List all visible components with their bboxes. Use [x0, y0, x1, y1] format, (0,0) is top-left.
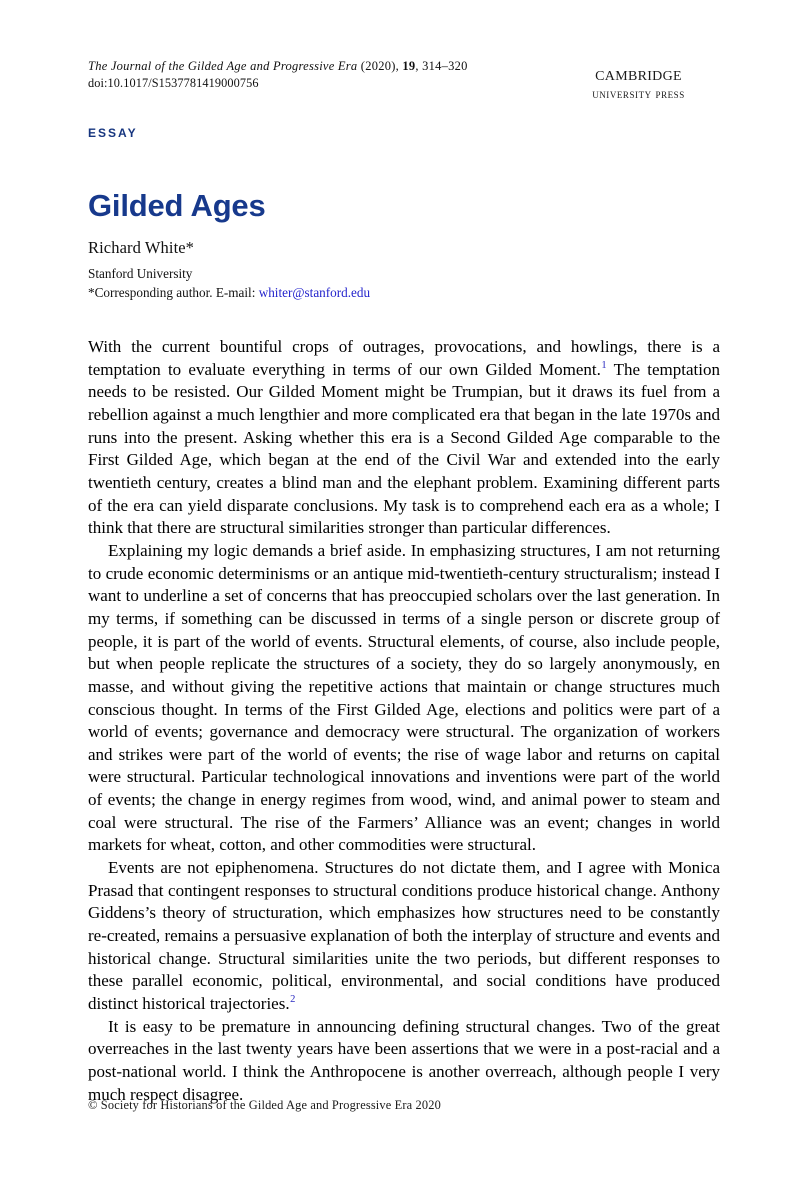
copyright-footer: © Society for Historians of the Gilded Age and Progressive Era 2020: [88, 1098, 441, 1112]
publication-year: (2020),: [360, 59, 399, 73]
article-body: [88, 336, 720, 1106]
footnote-marker-2[interactable]: 2: [290, 994, 296, 1006]
author-email-link[interactable]: whiter@stanford.edu: [258, 284, 371, 300]
journal-title: The Journal of the Gilded Age and Progressive Era: [88, 59, 358, 73]
paragraph-1-part-b: The temptation needs to be resisted. Our Gilded Moment might be Trumpian, but it draws its fuel from a rebellion against a much lengthier and more complicated era that began in the late 1970s and runs into the present. Asking whether this era is a Second Gilded Age comparable to the First Gilded Age, which began at the end of the Civil War and extended into the early twentieth century, creates a blind man and the elephant problem. Examining different parts of the era can yield disparate conclusions. My task is to comprehend each era as a whole; I think that there are structural similarities stronger than particular differences.: [88, 359, 720, 538]
article-type-label: ESSAY: [88, 126, 138, 140]
author-affiliation-block: [88, 265, 370, 302]
cambridge-university-press-logo: [556, 58, 721, 102]
volume-number: 19: [402, 59, 416, 73]
paragraph-1-part-a: With the current bountiful crops of outrages, provocations, and howlings, there is a temptation to evaluate everything in terms of our own Gilded Moment.: [88, 337, 720, 379]
paragraph-3-part-a: Events are not epiphenomena. Structures do not dictate them, and I agree with Monica Prasad that contingent responses to structural conditions produce historical change. Anthony Giddens’s theory of structuration, which emphasizes how structures need to be constantly re-created, remains a persuasive explanation of both the interplay of structure and events and historical change. Structural similarities unite the two periods, but different responses to these parallel economic, political, environmental, and social conditions have produced distinct historical trajectories.: [88, 858, 720, 1014]
body-paragraph-1: [88, 336, 720, 540]
page-range: , 314–320: [415, 59, 468, 73]
page-title: Gilded Ages: [88, 187, 266, 223]
footnote-marker-1[interactable]: 1: [601, 360, 607, 371]
body-paragraph-4: It is easy to be premature in announcing defining structural changes. Two of the great overreaches in the last twenty years have been assertions that we were in a post-racial and a post-national world. I think the Anthropocene is another overreach, although people I very much respect disagree.: [88, 1016, 720, 1104]
body-paragraph-2: Explaining my logic demands a brief aside. In emphasizing structures, I am not returning to crude economic determinisms or an antique mid-twentieth-century structuralism; instead I want to underline a set of concerns that has preoccupied scholars over the last generation. In my terms, if something can be discussed in terms of a single person or discrete group of people, it is part of the world of events. Structural elements, of course, also include people, but when people replicate the structures of a society, they do so largely anonymously, en masse, and without giving the repetitive actions that maintain or change structures much conscious thought. In terms of the First Gilded Age, elections and politics were part of a world of events; governance and democracy were structural. The organization of workers and strikes were part of the world of events; the rise of wage labor and returns on capital were structural. Particular technological innovations and inventions were part of the world of events; the change in energy regimes from wood, wind, and animal power to steam and coal were structural. The rise of the Farmers’ Alliance was an event; changes in world markets for wheat, cotton, and other commodities were structural.: [88, 540, 720, 855]
correspondence-label: *Corresponding author. E-mail:: [88, 284, 259, 300]
publisher-name-secondary: university press: [592, 86, 685, 101]
masthead-citation: [88, 58, 468, 92]
journal-citation-line: [88, 58, 468, 75]
correspondence-line: [88, 284, 370, 303]
body-paragraph-3: [88, 857, 720, 1016]
doi-line[interactable]: doi:10.1017/S1537781419000756: [88, 76, 259, 90]
publisher-name-primary: cambridge: [595, 63, 682, 85]
affiliation: Stanford University: [88, 266, 193, 281]
masthead: [88, 58, 721, 102]
author-name: Richard White*: [88, 238, 195, 257]
